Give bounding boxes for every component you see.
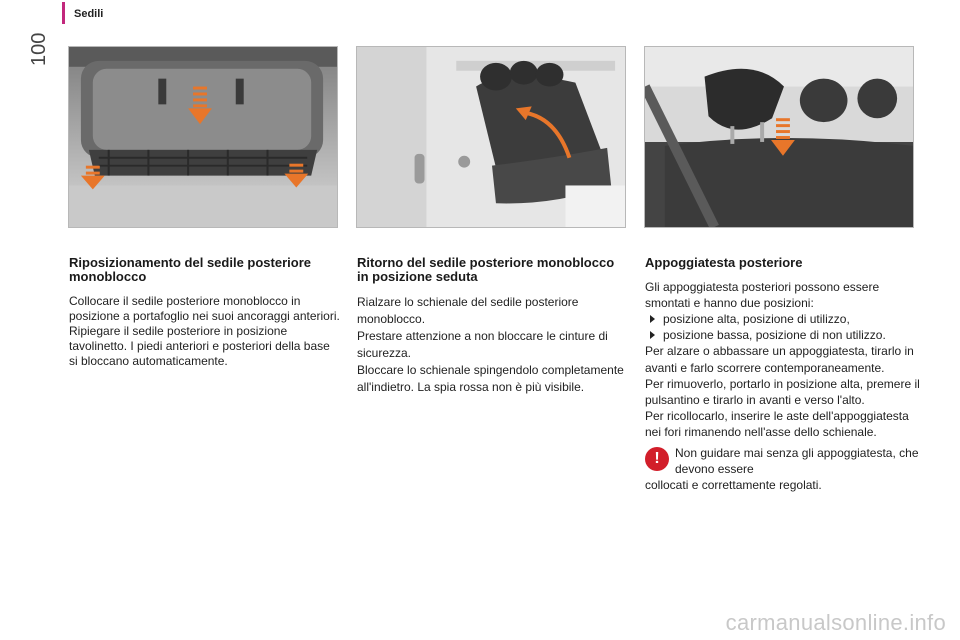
heading-seat-return: Ritorno del sedile posteriore monoblocco in posizione seduta <box>357 255 615 284</box>
list-item: posizione bassa, posizione di non utilizzo. <box>663 327 920 343</box>
column-repositioning <box>69 256 341 369</box>
photo-seat-return <box>356 46 626 228</box>
text-seat-return: Rialzare lo schienale del sedile posteriore monoblocco. Prestare attenzione a non bloccare le cinture di sicurezza. Bloccare lo schienale spingendolo completamente all'indietro. La spia rossa non è più visibile. <box>357 295 624 394</box>
warning-text: Non guidare mai senza gli appoggiatesta, che devono essere <box>675 445 919 476</box>
text-repositioning: Collocare il sedile posteriore monoblocco in posizione a portafoglio nei suoi ancoraggi anteriori. Ripiegare il sedile posteriore in posizione tavolinetto. I piedi anteriori e posteriori della base si bloccano automaticamente. <box>69 294 340 368</box>
list-item: posizione alta, posizione di utilizzo, <box>663 311 920 327</box>
heading-repositioning: Riposizionamento del sedile posteriore monoblocco <box>69 255 311 284</box>
text-headrest-instructions: Per alzare o abbassare un appoggiatesta, tirarlo in avanti e farlo scorrere contemporaneamente. Per rimuoverlo, portarlo in posizione alta, premere il pulsantino e tirarlo in avanti e verso l'alto. Per ricollocarlo, inserire le aste dell'appoggiatesta nei fori rimanendo nell'asse dello schienale. <box>645 344 920 440</box>
warning-text-tail: collocati e correttamente regolati. <box>645 477 822 492</box>
column-headrest <box>645 256 920 493</box>
section-accent-bar <box>62 2 65 24</box>
warning-icon: ! <box>645 447 669 471</box>
watermark: carmanualsonline.info <box>725 610 946 635</box>
photo-folded-seat <box>68 46 338 228</box>
photo-headrest <box>644 46 914 228</box>
heading-headrest: Appoggiatesta posteriore <box>645 255 803 270</box>
warning-box <box>645 445 920 493</box>
text-headrest-intro: Gli appoggiatesta posteriori possono essere smontati e hanno due posizioni: <box>645 280 880 311</box>
column-seat-return <box>357 256 629 396</box>
headrest-positions-list <box>645 311 920 343</box>
section-title: Sedili <box>74 8 104 20</box>
page-number: 100 <box>28 32 50 66</box>
